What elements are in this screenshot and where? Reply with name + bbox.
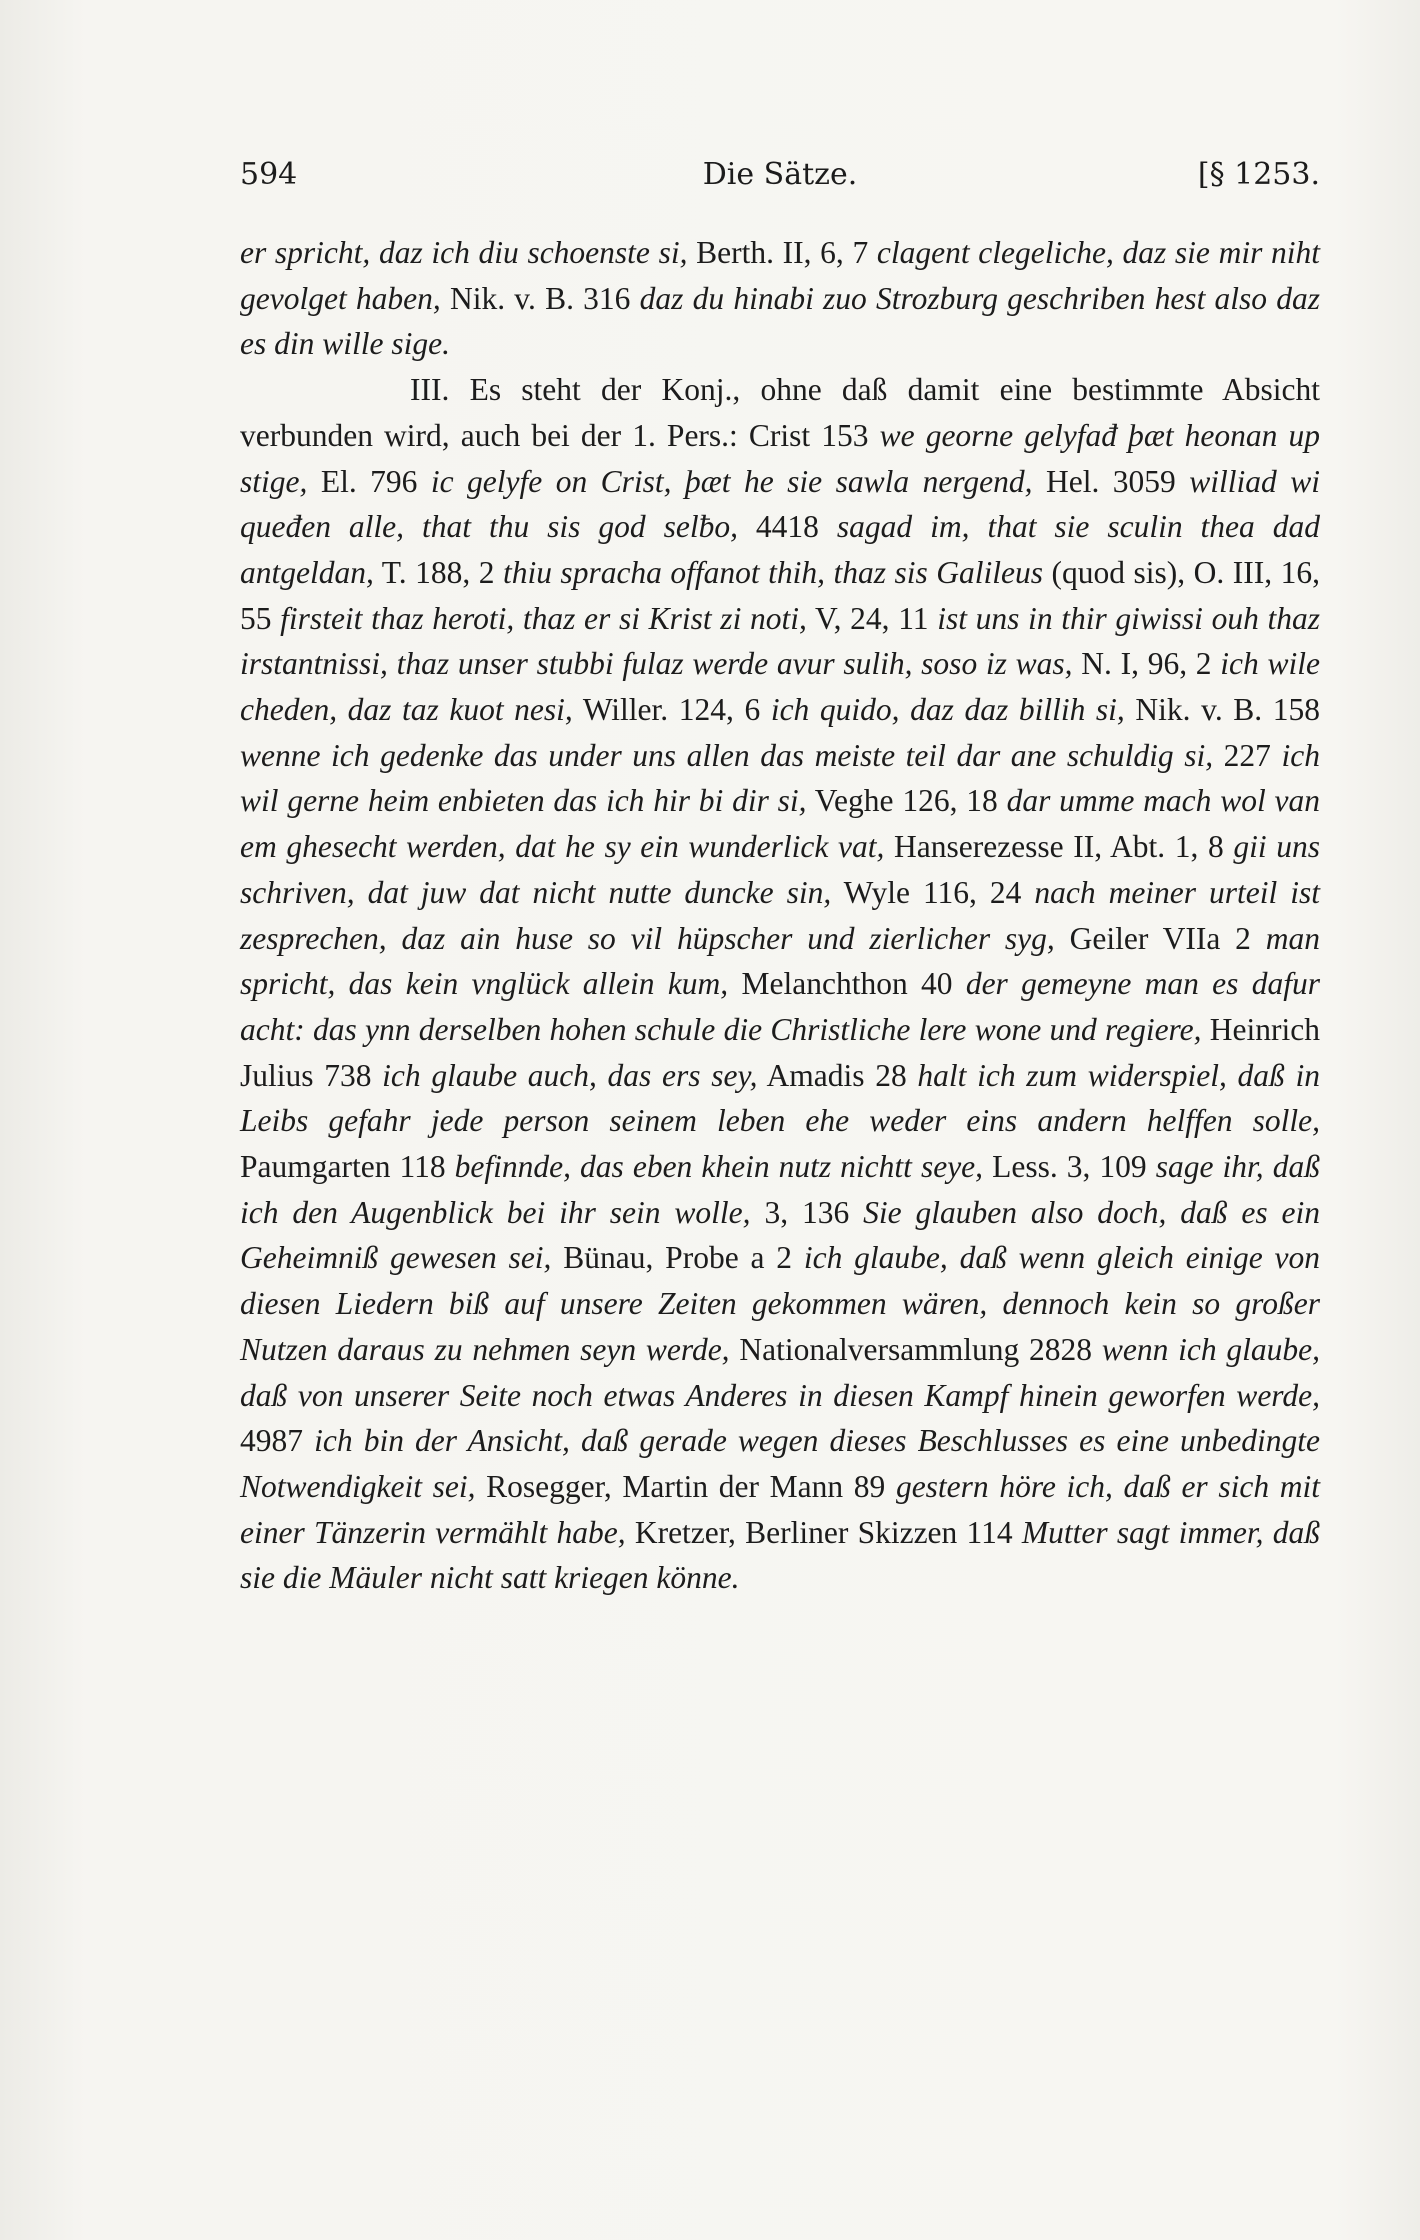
citation-text: Melanchthon 40 xyxy=(728,966,966,1002)
quotation-text: firsteit thaz heroti, thaz er si Krist zi noti, xyxy=(280,600,807,636)
quotation-text: clagent clegeliche, daz sie mir niht gevolget haben, xyxy=(240,235,1321,316)
quotation-text: wenn ich glaube, daß von unserer Seite noch etwas Anderes in diesen Kampf hinein geworfen werde, xyxy=(240,1331,1320,1413)
paragraph xyxy=(240,230,1320,367)
citation-text: 3, 136 xyxy=(750,1194,864,1230)
quotation-text: williad wi queđen alle, that thu sis god selƀo, xyxy=(240,463,1320,545)
citation-text: Hanserezesse II, Abt. 1, 8 xyxy=(884,829,1234,865)
quotation-text: ich glaube auch, das ers sey, xyxy=(382,1057,758,1093)
citation-text: Heinrich Julius 738 xyxy=(240,1011,1320,1093)
quotation-text: ich bin der Ansicht, daß gerade wegen dieses Beschlusses es eine unbedingte Notwendigkeit sei, xyxy=(240,1423,1320,1504)
quotation-text: we georne gelyfađ þæt heonan up stige, xyxy=(240,417,1321,499)
quotation-text: ich wile cheden, daz taz kuot nesi, xyxy=(240,646,1320,728)
body-text xyxy=(240,230,1320,1601)
citation-text: Rosegger, Martin der Mann 89 xyxy=(475,1468,896,1504)
citation-text: Berth. II, 6, 7 xyxy=(687,235,877,270)
citation-text: Hel. 3059 xyxy=(1032,463,1190,499)
quotation-text: daz du hinabi zuo Strozburg geschriben hest also daz es din wille sige. xyxy=(240,280,1320,362)
page-number: 594 xyxy=(240,157,298,192)
quotation-text: ich quido, daz daz billih si, xyxy=(770,692,1125,728)
citation-text: T. 188, 2 xyxy=(373,554,503,590)
citation-text: (quod sis), O. III, 16, 55 xyxy=(240,554,1320,636)
quotation-text: nach meiner urteil ist zesprechen, daz ain huse so vil hüpscher und zierlicher syg, xyxy=(240,874,1320,956)
quotation-text: ich glaube, daß wenn gleich einige von diesen Liedern biß auf unsere Zeiten gekommen wären, dennoch kein so großer Nutzen daraus zu nehmen seyn werde, xyxy=(240,1240,1321,1367)
citation-text: Amadis 28 xyxy=(757,1057,918,1093)
quotation-text: thiu spracha offanot thih, thaz sis Galileus xyxy=(502,554,1044,590)
citation-text: Nik. v. B. 316 xyxy=(440,280,640,316)
quotation-text: dar umme mach wol van em ghesecht werden, dat he sy ein wunderlick vat, xyxy=(240,783,1320,865)
quotation-text: ic gelyfe on Crist, þæt he sie sawla nergend, xyxy=(430,463,1033,499)
quotation-text: ist uns in thir giwissi ouh thaz irstantnissi, thaz unser stubbi fulaz werde avur sulih, soso iz was, xyxy=(240,600,1321,682)
citation-text: 4987 xyxy=(240,1423,315,1459)
citation-text: Paumgarten 118 xyxy=(240,1149,455,1185)
quotation-text: befinnde, das eben khein nutz nichtt seye, xyxy=(454,1149,984,1185)
running-title: Die Sätze. xyxy=(702,157,858,192)
quotation-text: halt ich zum widerspiel, daß in Leibs gefahr jede person seinem leben ehe weder eins andern helffen solle, xyxy=(240,1057,1320,1139)
citation-text: Less. 3, 109 xyxy=(983,1149,1156,1185)
citation-text: Kretzer, Berliner Skizzen 114 xyxy=(625,1514,1022,1550)
quotation-text: man spricht, das kein vnglück allein kum, xyxy=(240,920,1321,1002)
quotation-text: sage ihr, daß ich den Augenblick bei ihr sein wolle, xyxy=(240,1149,1320,1230)
citation-text: Wyle 116, 24 xyxy=(831,874,1035,910)
citation-text: V, 24, 11 xyxy=(806,600,938,636)
citation-text: 227 xyxy=(1213,737,1282,773)
quotation-text: gestern höre ich, daß er sich mit einer Tänzerin vermählt habe, xyxy=(240,1468,1320,1550)
citation-text: 4418 xyxy=(737,509,837,545)
quotation-text: der gemeyne man es dafur acht: das ynn derselben hohen schule die Christliche lere wone und regiere, xyxy=(240,966,1320,1047)
citation-text: Nationalversammlung 2828 xyxy=(729,1331,1102,1367)
citation-text: N. I, 96, 2 xyxy=(1072,646,1221,682)
citation-text: Geiler VIIa 2 xyxy=(1054,920,1266,956)
quotation-text: sagad im, that sie sculin thea dad antgeldan, xyxy=(240,509,1320,590)
quotation-text: gii uns schriven, dat juw dat nicht nutte duncke sin, xyxy=(240,829,1320,910)
citation-text: Bünau, Probe a 2 xyxy=(551,1240,804,1276)
running-header xyxy=(240,150,1320,200)
citation-text: El. 796 xyxy=(307,463,431,499)
quotation-text: Mutter sagt immer, daß sie die Mäuler nicht satt kriegen könne. xyxy=(240,1514,1320,1596)
citation-text: Willer. 124, 6 xyxy=(572,692,771,728)
quotation-text: wenne ich gedenke das under uns allen das meiste teil dar ane schuldig si, xyxy=(240,737,1214,773)
quotation-text: er spricht, daz ich diu schoenste si, xyxy=(240,235,688,270)
citation-text: III. Es steht der Konj., ohne daß damit eine bestimmte Absicht verbunden wird, auch bei der 1. Pers.: Crist 153 xyxy=(240,372,1320,453)
citation-text: Veghe 126, 18 xyxy=(806,783,1007,819)
quotation-text: Sie glauben also doch, daß es ein Geheimniß gewesen sei, xyxy=(240,1194,1320,1276)
paragraph xyxy=(240,367,1320,1601)
section-reference: [§ 1253. xyxy=(1197,157,1320,192)
quotation-text: ich wil gerne heim enbieten das ich hir bi dir si, xyxy=(240,737,1321,819)
citation-text: Nik. v. B. 158 xyxy=(1124,692,1321,728)
